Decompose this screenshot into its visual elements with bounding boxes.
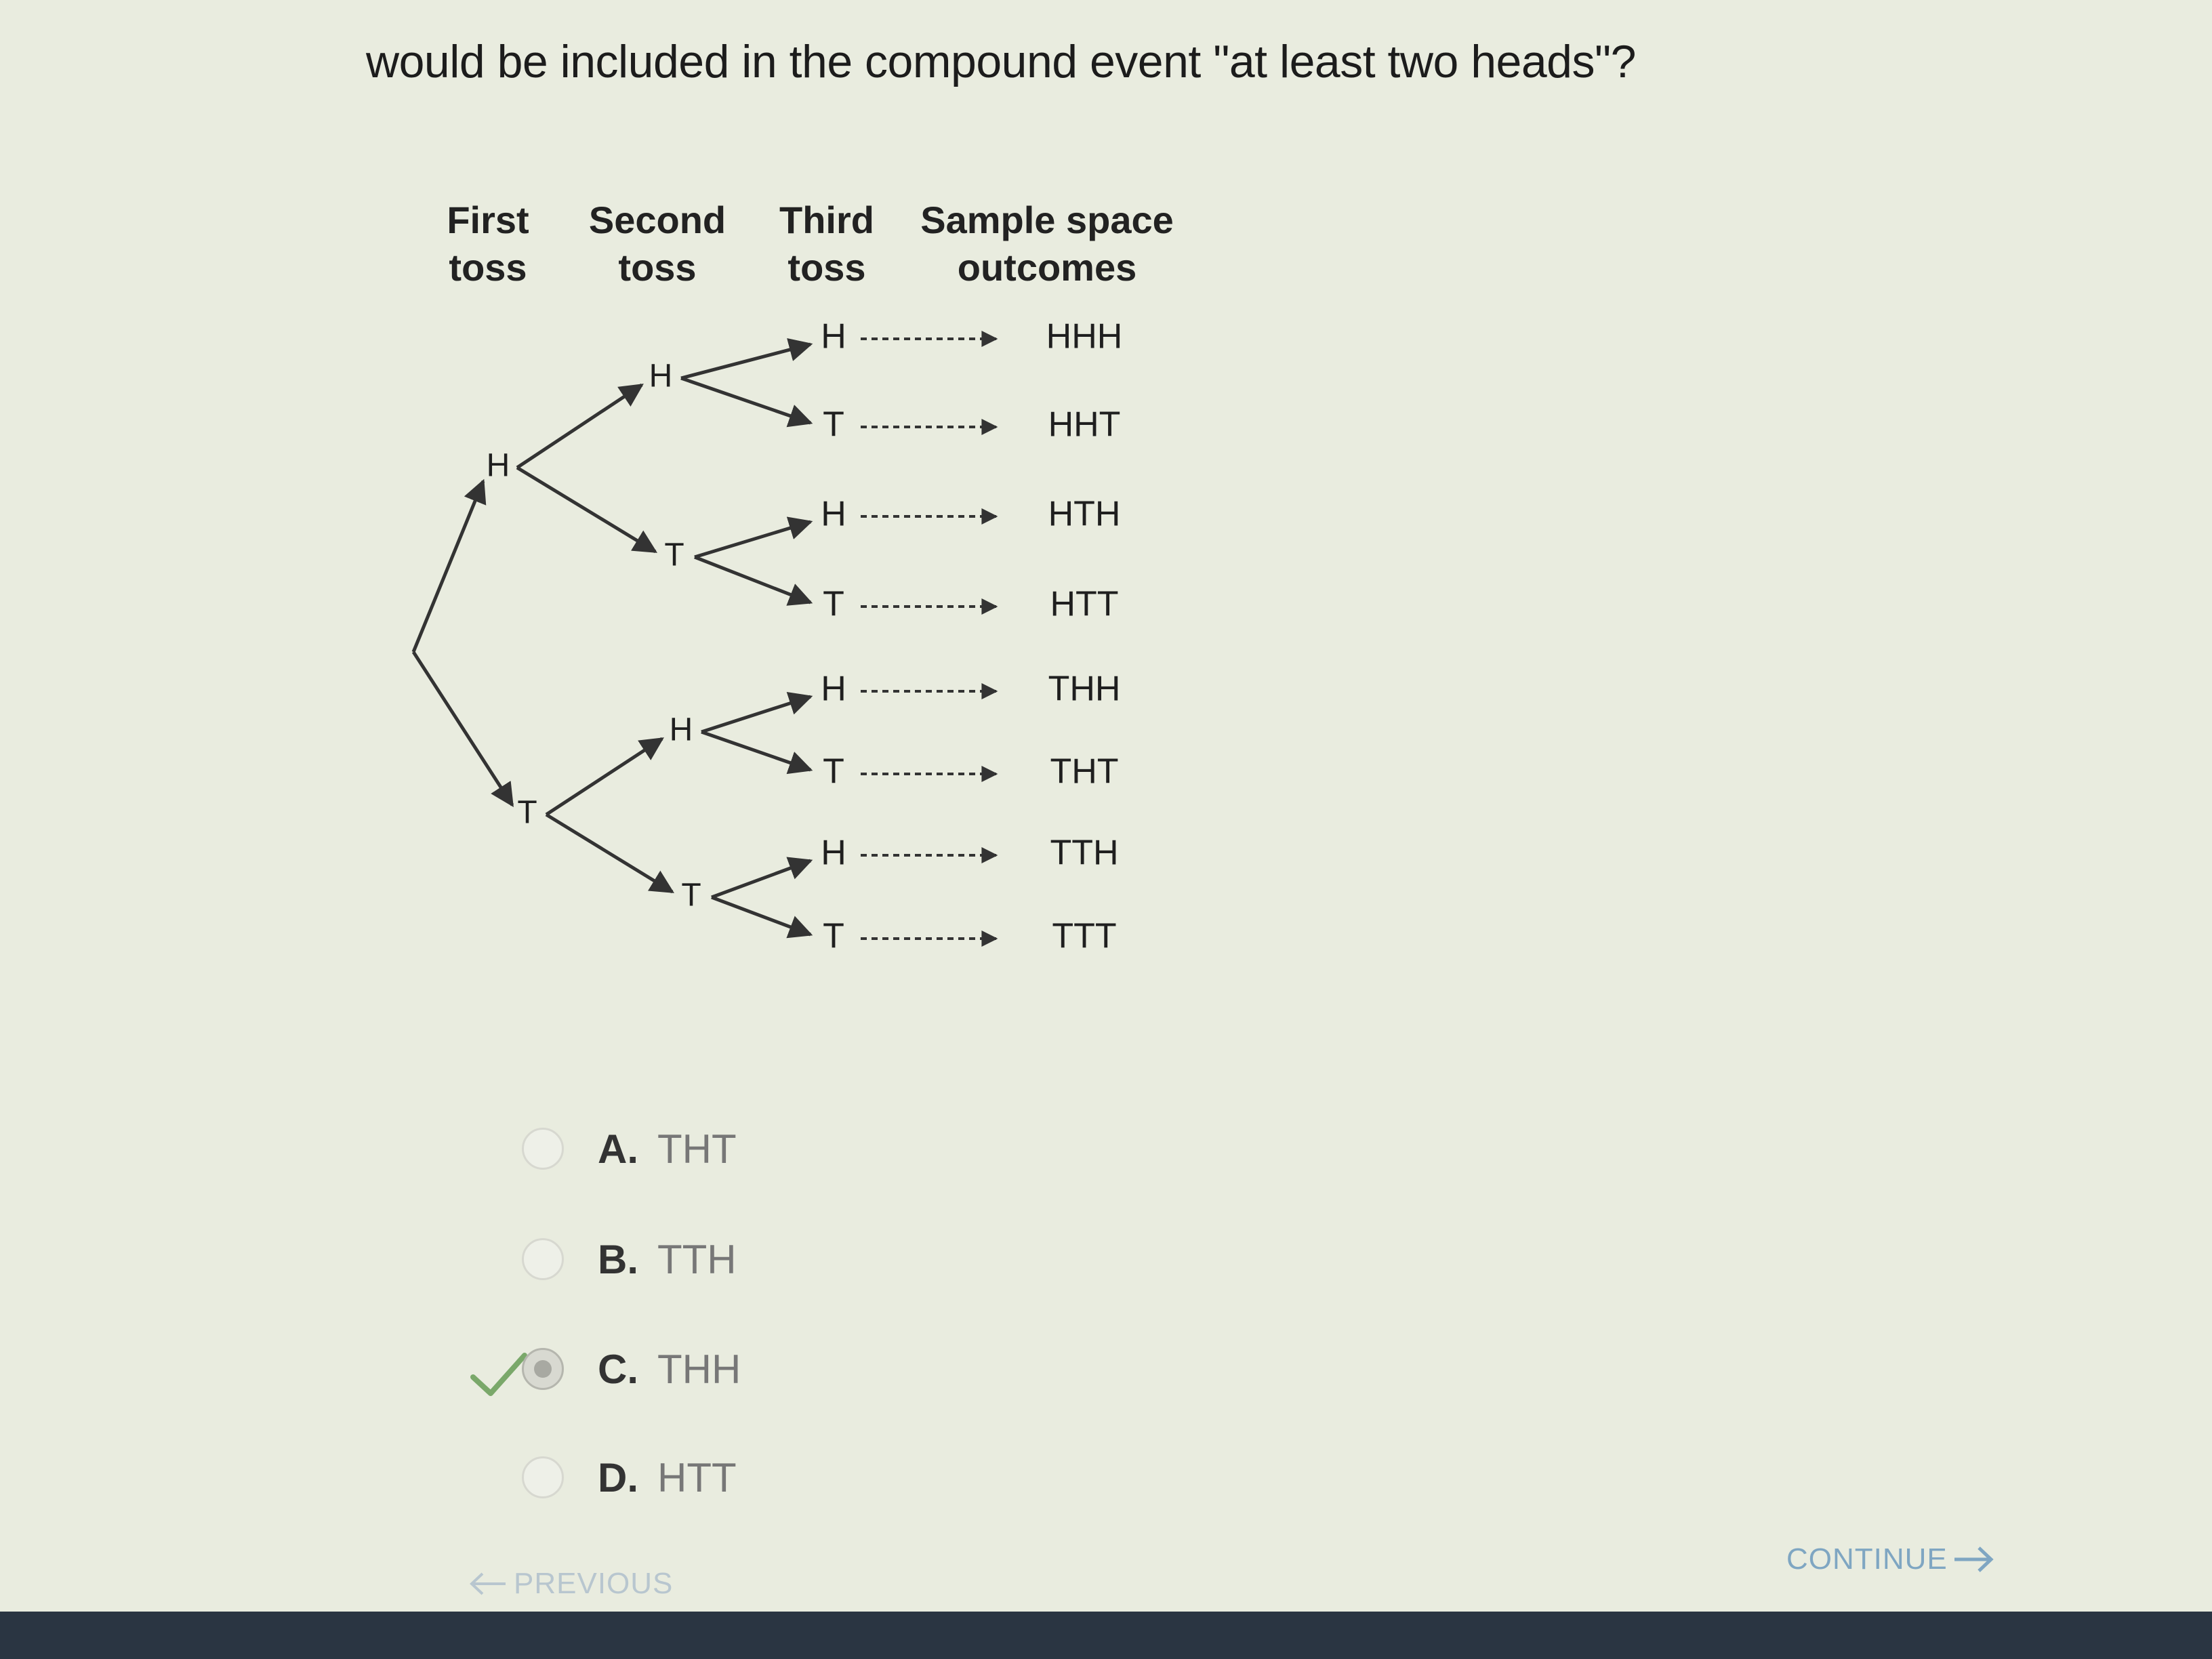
header-outcomes-line1: Sample space xyxy=(920,199,1174,241)
outcome-label: TTT xyxy=(1052,916,1117,956)
arrow-left-icon xyxy=(468,1570,508,1597)
choice-d-radio[interactable] xyxy=(522,1456,564,1498)
edge-third-0 xyxy=(681,344,811,378)
check-icon xyxy=(468,1349,529,1403)
continue-button[interactable] xyxy=(1786,1542,1996,1576)
outcome-arrows xyxy=(861,339,996,939)
header-third-line1: Third xyxy=(779,199,874,241)
continue-label: CONTINUE xyxy=(1786,1542,1948,1576)
outcome-label: THT xyxy=(1050,752,1119,792)
outcome-label: TTH xyxy=(1050,833,1119,873)
choice-b-text: TTH xyxy=(657,1236,737,1282)
choice-c[interactable] xyxy=(522,1335,928,1403)
third-toss-label: T xyxy=(823,752,844,792)
choice-a-radio[interactable] xyxy=(522,1128,564,1170)
header-first-line1: First xyxy=(447,199,529,241)
edge-second-1 xyxy=(517,468,655,552)
header-third-line2: toss xyxy=(787,246,866,289)
choice-a[interactable] xyxy=(522,1115,928,1183)
choice-b[interactable] xyxy=(522,1225,928,1293)
outcome-label: HHH xyxy=(1046,316,1123,356)
header-second-line2: toss xyxy=(618,246,697,289)
question-text: would be included in the compound event "at least two heads"? xyxy=(366,36,1636,87)
second-toss-label: H xyxy=(669,712,693,748)
tree-edges xyxy=(413,344,811,935)
outcome-label: THH xyxy=(1048,669,1121,709)
header-first-line2: toss xyxy=(449,246,527,289)
choice-a-letter: A. xyxy=(598,1126,638,1172)
bottom-bar xyxy=(0,1612,2212,1659)
edge-third-2 xyxy=(695,522,811,557)
third-toss-label: T xyxy=(823,405,844,445)
header-second-line1: Second xyxy=(588,199,726,241)
second-toss-label: T xyxy=(664,537,684,573)
third-toss-label: T xyxy=(823,584,844,624)
edge-third-3 xyxy=(695,557,811,602)
tree-labels xyxy=(487,317,1123,956)
choice-c-letter: C. xyxy=(598,1346,638,1392)
first-toss-label: H xyxy=(486,447,510,484)
edge-third-6 xyxy=(712,861,811,897)
edge-third-5 xyxy=(701,732,811,770)
previous-label: PREVIOUS xyxy=(514,1567,674,1600)
choice-d-text: HTT xyxy=(657,1454,737,1500)
edge-first-0 xyxy=(413,481,483,652)
arrow-right-icon xyxy=(1952,1544,1996,1574)
third-toss-label: H xyxy=(821,316,846,356)
edge-first-1 xyxy=(413,652,512,805)
edge-third-7 xyxy=(712,897,811,935)
third-toss-label: H xyxy=(821,833,846,873)
choice-d[interactable] xyxy=(522,1443,928,1511)
choice-b-letter: B. xyxy=(598,1236,638,1282)
choice-a-text: THT xyxy=(657,1126,737,1172)
selected-dot-icon xyxy=(534,1360,552,1378)
edge-second-2 xyxy=(546,739,662,815)
third-toss-label: H xyxy=(821,669,846,709)
choice-c-radio[interactable] xyxy=(522,1348,564,1390)
second-toss-label: H xyxy=(649,358,673,394)
choice-b-radio[interactable] xyxy=(522,1238,564,1280)
edge-second-3 xyxy=(546,815,672,892)
choice-d-letter: D. xyxy=(598,1454,638,1500)
first-toss-label: T xyxy=(517,794,537,831)
edge-third-1 xyxy=(681,378,811,423)
outcome-label: HTH xyxy=(1048,494,1121,534)
outcome-label: HTT xyxy=(1050,584,1119,624)
outcome-label: HHT xyxy=(1048,405,1121,445)
edge-third-4 xyxy=(701,697,811,732)
second-toss-label: T xyxy=(681,877,701,914)
header-outcomes-line2: outcomes xyxy=(957,246,1137,289)
previous-button[interactable] xyxy=(468,1567,673,1601)
third-toss-label: T xyxy=(823,916,844,956)
choice-c-text: THH xyxy=(657,1346,741,1392)
third-toss-label: H xyxy=(821,494,846,534)
edge-second-0 xyxy=(517,385,642,468)
